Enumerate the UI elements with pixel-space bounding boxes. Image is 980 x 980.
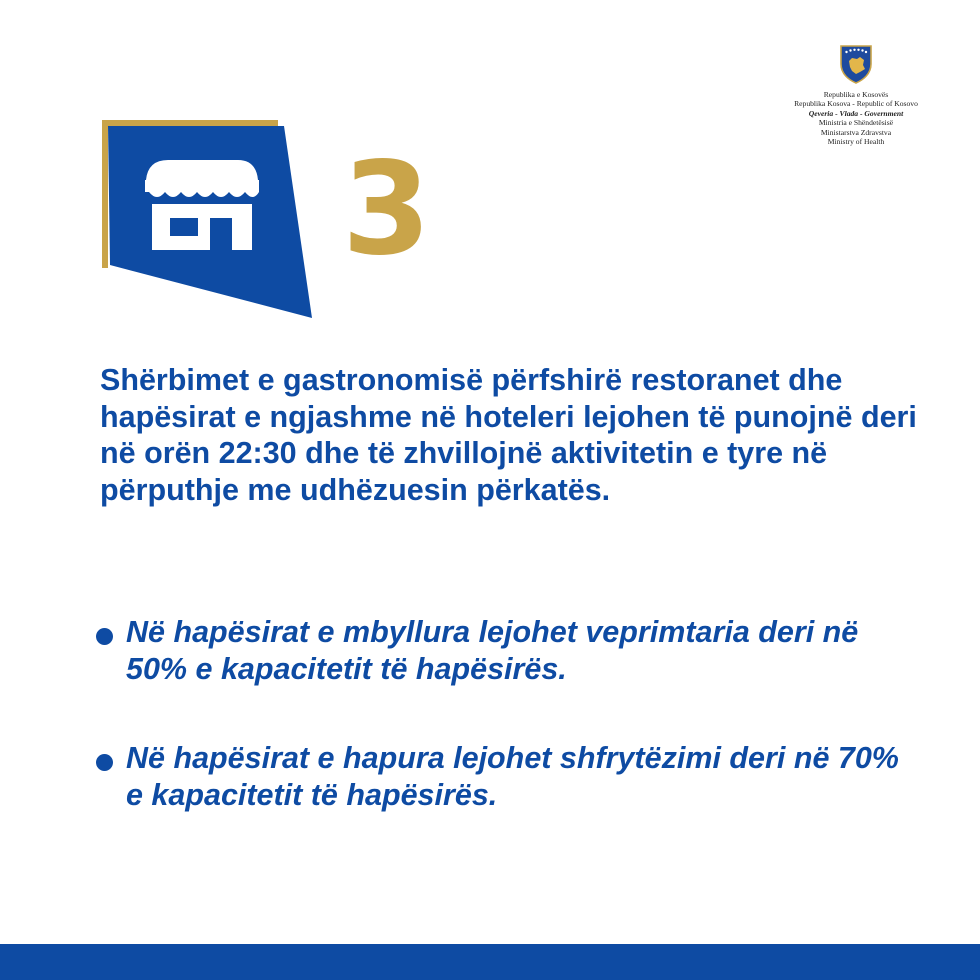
gov-line-ministry-sr: Ministarstva Zdravstva: [820, 127, 892, 137]
gov-line-government: Qeveria - Vlada - Government: [808, 108, 904, 118]
gov-line-republic-al: Republika e Kosovës: [823, 90, 889, 99]
kosovo-coat-of-arms-icon: [839, 44, 873, 84]
step-number: 3: [342, 135, 430, 284]
government-header: [780, 44, 932, 146]
bullet-list: [96, 614, 916, 813]
bullet-text-indoor: Në hapësirat e mbyllura lejohet veprimtaria deri në 50% e kapacitetit të hapësirës.: [126, 615, 859, 686]
bullet-item-outdoor: [96, 740, 916, 813]
bullet-dot-icon: [96, 754, 113, 771]
main-paragraph: Shërbimet e gastronomisë përfshirë restoranet dhe hapësirat e ngjashme në hoteleri lejohen të punojnë deri në orën 22:30 dhe të zhvillojnë aktivitetin e tyre në përputhje me udhëzuesin përkatës.: [100, 363, 917, 507]
bullet-item-indoor: [96, 614, 916, 687]
storefront-icon: [98, 118, 320, 322]
footer-bar: [0, 944, 980, 980]
bullet-dot-icon: [96, 628, 113, 645]
gov-line-ministry-en: Ministry of Health: [827, 137, 885, 147]
gov-line-republic-multi: Republika Kosova - Republic of Kosovo: [794, 99, 918, 109]
bullet-text-outdoor: Në hapësirat e hapura lejohet shfrytëzimi deri në 70% e kapacitetit të hapësirës.: [126, 741, 899, 812]
gov-line-ministry-al: Ministria e Shëndetësisë: [818, 118, 894, 128]
